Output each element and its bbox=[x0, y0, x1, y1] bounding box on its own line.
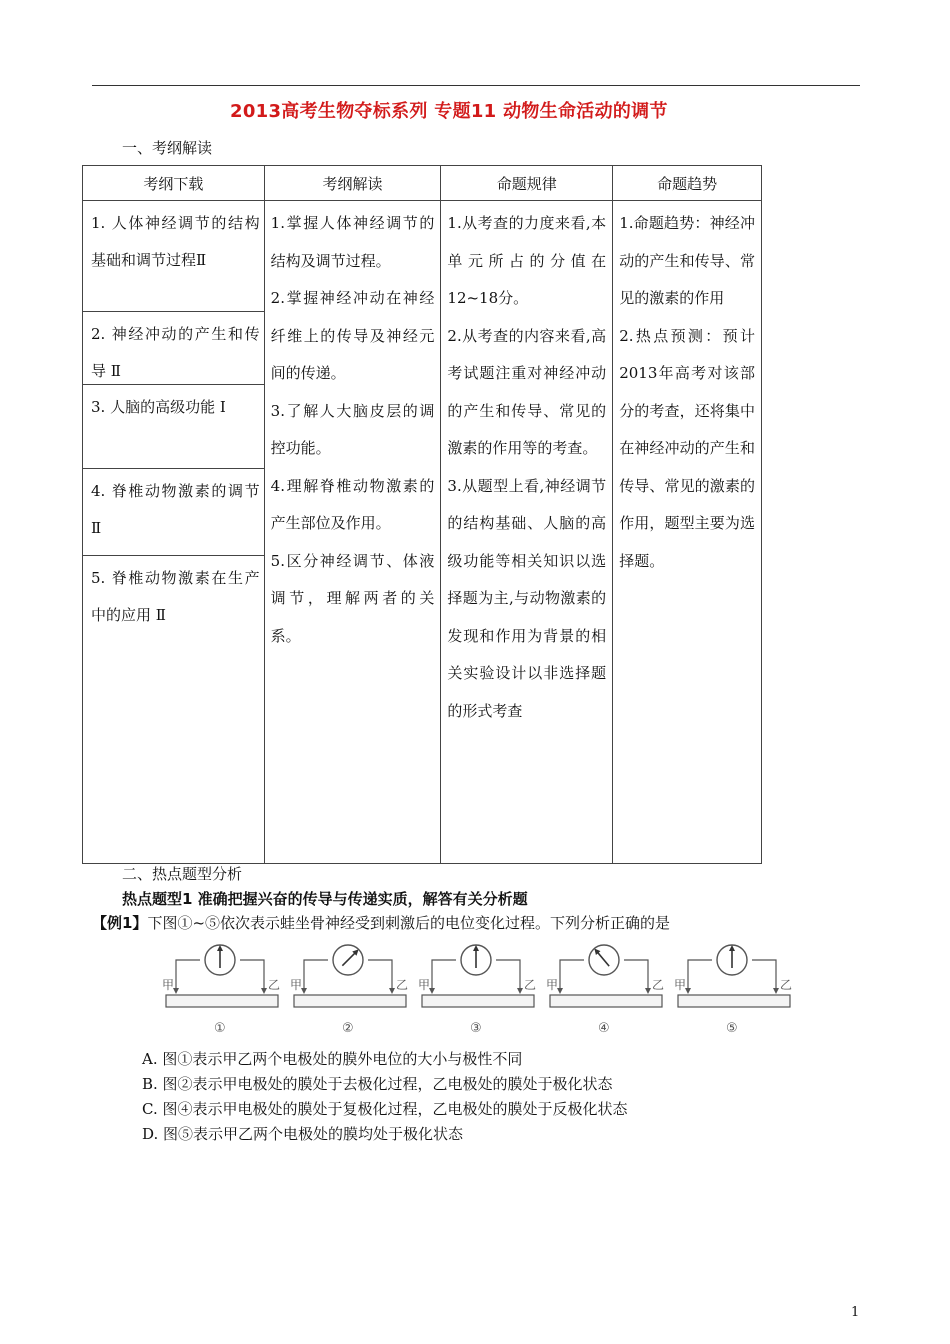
electrode-label-right: 乙 bbox=[396, 978, 408, 992]
galvanometer-diagram bbox=[672, 940, 792, 1040]
table-body-row bbox=[83, 201, 762, 864]
right-electrode-arrow bbox=[389, 988, 395, 994]
download-item-text: 3. 人脑的高级功能 Ⅰ bbox=[91, 398, 226, 416]
nerve-fiber bbox=[678, 995, 790, 1007]
hot-topic-heading: 热点题型1 准确把握兴奋的传导与传递实质，解答有关分析题 bbox=[122, 890, 528, 908]
panel-number: ① bbox=[214, 1021, 226, 1036]
figure-panel-1 bbox=[160, 940, 280, 1040]
electrode-label-left: 甲 bbox=[418, 978, 431, 992]
interpretation-item: 5.区分神经调节、体液调节，理解两者的关系。 bbox=[270, 551, 435, 645]
rules-item: 3.从题型上看,神经调节的结构基础、人脑的高级功能等相关知识以选择题为主,与动物激素的发现和作用为背景的相关实验设计以非选择题的形式考查 bbox=[447, 476, 607, 720]
galvanometer-diagram bbox=[416, 940, 536, 1040]
electrode-label-left: 甲 bbox=[162, 978, 175, 992]
example-question bbox=[92, 912, 670, 933]
header-rule bbox=[92, 85, 860, 86]
left-wire bbox=[560, 960, 584, 992]
panel-number: ② bbox=[342, 1021, 354, 1036]
table-header-row bbox=[83, 166, 762, 201]
figure-panel-2 bbox=[288, 940, 408, 1040]
page-number: 1 bbox=[851, 1305, 860, 1320]
right-wire bbox=[624, 960, 648, 992]
right-electrode-arrow bbox=[773, 988, 779, 994]
panel-number: ④ bbox=[598, 1021, 610, 1036]
electrode-label-right: 乙 bbox=[268, 978, 280, 992]
electrode-label-right: 乙 bbox=[780, 978, 792, 992]
right-electrode-arrow bbox=[261, 988, 267, 994]
electrode-label-right: 乙 bbox=[524, 978, 536, 992]
syllabus-table bbox=[82, 165, 762, 864]
left-wire bbox=[304, 960, 328, 992]
right-wire bbox=[496, 960, 520, 992]
rules-item: 2.从考查的内容来看,高考试题注重对神经冲动的产生和传导、常见的激素的作用等的考查。 bbox=[447, 326, 607, 457]
option-a: A. 图①表示甲乙两个电极处的膜外电位的大小与极性不同 bbox=[142, 1050, 523, 1068]
option-d: D. 图⑤表示甲乙两个电极处的膜均处于极化状态 bbox=[142, 1125, 464, 1143]
galvanometer-diagram bbox=[160, 940, 280, 1040]
electrode-label-right: 乙 bbox=[652, 978, 664, 992]
right-wire bbox=[240, 960, 264, 992]
left-wire bbox=[176, 960, 200, 992]
left-wire bbox=[432, 960, 456, 992]
interpretation-item: 2.掌握神经冲动在神经纤维上的传导及神经元间的传递。 bbox=[270, 289, 435, 382]
option-b: B. 图②表示甲电极处的膜处于去极化过程，乙电极处的膜处于极化状态 bbox=[142, 1075, 613, 1093]
right-wire bbox=[752, 960, 776, 992]
download-item bbox=[83, 384, 264, 468]
option-c: C. 图④表示甲电极处的膜处于复极化过程，乙电极处的膜处于反极化状态 bbox=[142, 1100, 628, 1118]
right-electrode-arrow bbox=[517, 988, 523, 994]
right-wire bbox=[368, 960, 392, 992]
table-header-cell: 考纲解读 bbox=[264, 166, 441, 201]
download-column bbox=[83, 201, 265, 864]
download-item-text: 5. 脊椎动物激素在生产中的应用 Ⅱ bbox=[91, 569, 260, 624]
nerve-fiber bbox=[550, 995, 662, 1007]
table-header-cell: 命题规律 bbox=[441, 166, 613, 201]
figure-panel-4 bbox=[544, 940, 664, 1040]
nerve-fiber bbox=[422, 995, 534, 1007]
electrode-label-left: 甲 bbox=[674, 978, 687, 992]
download-item-text: 1. 人体神经调节的结构基础和调节过程Ⅱ bbox=[91, 214, 260, 269]
nerve-fiber bbox=[294, 995, 406, 1007]
trends-item: 2.热点预测：预计2013年高考对该部分的考查，还将集中在神经冲动的产生和传导、常见的激素的作用，题型主要为选择题。 bbox=[619, 326, 755, 570]
nerve-fiber bbox=[166, 995, 278, 1007]
download-item bbox=[83, 468, 264, 555]
figure-panel-5 bbox=[672, 940, 792, 1040]
section-heading-2: 二、热点题型分析 bbox=[122, 865, 243, 883]
download-item bbox=[83, 201, 264, 311]
rules-column bbox=[441, 201, 613, 864]
electrode-label-left: 甲 bbox=[546, 978, 559, 992]
download-item bbox=[83, 311, 264, 384]
interpretation-item: 1.掌握人体神经调节的结构及调节过程。 bbox=[270, 214, 435, 270]
right-electrode-arrow bbox=[645, 988, 651, 994]
panel-number: ③ bbox=[470, 1021, 482, 1036]
left-wire bbox=[688, 960, 712, 992]
electrode-figure bbox=[160, 940, 790, 1040]
figure-panel-3 bbox=[416, 940, 536, 1040]
example-label: 【例1】 bbox=[92, 914, 148, 932]
page-title: 2013高考生物夺标系列 专题11 动物生命活动的调节 bbox=[230, 101, 668, 122]
table-header-cell: 命题趋势 bbox=[613, 166, 762, 201]
rules-item: 1.从考查的力度来看,本单元所占的分值在12~18分。 bbox=[447, 214, 607, 307]
table-header-cell: 考纲下载 bbox=[83, 166, 265, 201]
interpretation-item: 4.理解脊椎动物激素的产生部位及作用。 bbox=[270, 476, 435, 532]
download-item-text: 4. 脊椎动物激素的调节 Ⅱ bbox=[91, 482, 260, 537]
galvanometer-diagram bbox=[288, 940, 408, 1040]
trends-column bbox=[613, 201, 762, 864]
section-heading-1: 一、考纲解读 bbox=[122, 139, 213, 157]
electrode-label-left: 甲 bbox=[290, 978, 303, 992]
trends-item: 1.命题趋势：神经冲动的产生和传导、常见的激素的作用 bbox=[619, 214, 755, 307]
galvanometer-diagram bbox=[544, 940, 664, 1040]
panel-number: ⑤ bbox=[726, 1021, 738, 1036]
example-text: 下图①~⑤依次表示蛙坐骨神经受到刺激后的电位变化过程。下列分析正确的是 bbox=[147, 914, 671, 932]
download-item bbox=[83, 555, 264, 863]
interpretation-column bbox=[264, 201, 441, 864]
download-item-text: 2. 神经冲动的产生和传导 Ⅱ bbox=[91, 325, 260, 380]
interpretation-item: 3.了解人大脑皮层的调控功能。 bbox=[270, 401, 435, 457]
